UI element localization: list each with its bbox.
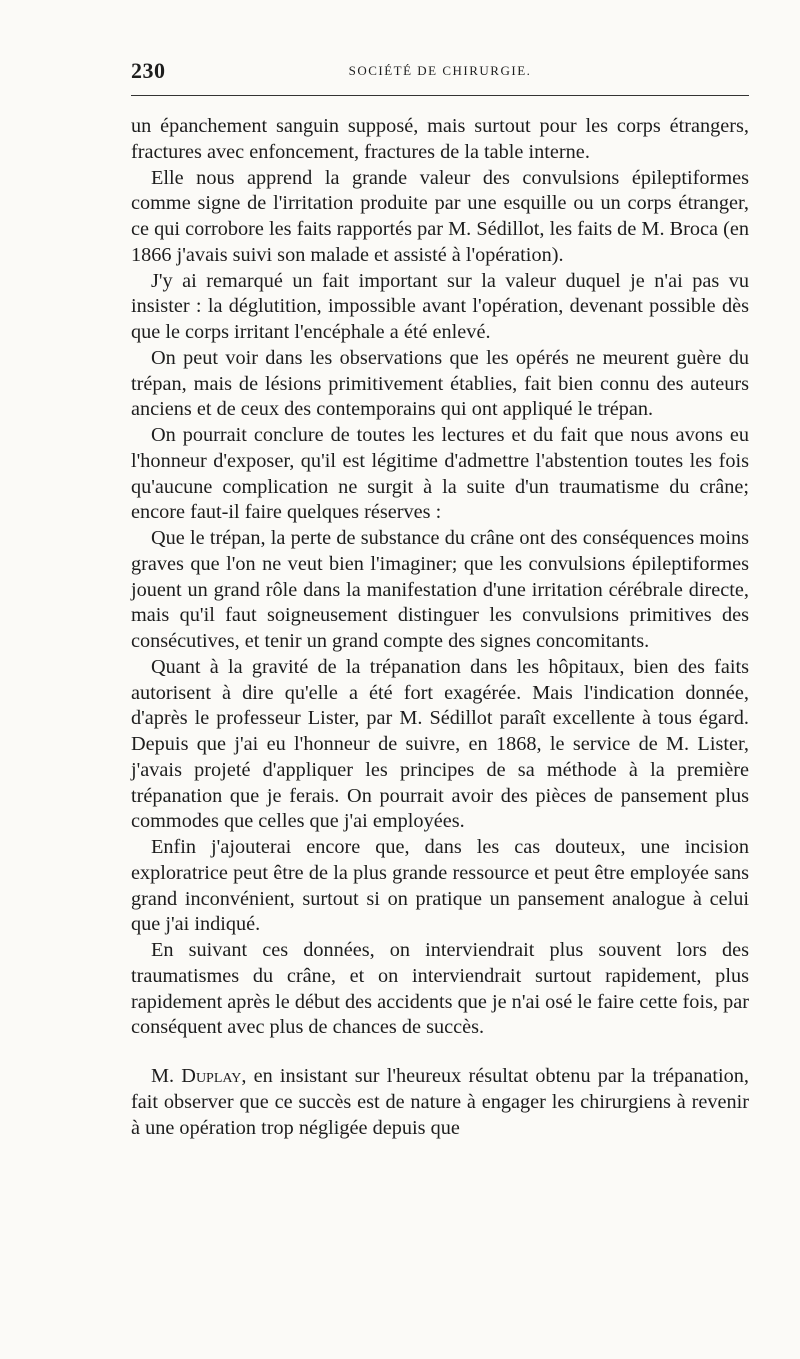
paragraph-6: Que le trépan, la perte de substance du crâne ont des conséquences moins graves que l'on ne veut bien l'imaginer; que les convulsions épileptiformes jouent un grand rôle dans la manifestation d'une irritation cérébrale directe, mais qu'il faut soigneusement distinguer les convulsions primitives des consécutives, et tenir un grand compte des signes concomitants. [131, 527, 749, 652]
page-number: 230 [131, 58, 166, 83]
paragraph-9: En suivant ces données, on interviendrait plus souvent lors des traumatismes du crâne, et on interviendrait surtout rapidement, plus rapidement après le début des accidents que je n'ai osé le faire cette fois, par conséquent avec plus de chances de succès. [131, 939, 750, 1039]
running-title: SOCIÉTÉ DE CHIRURGIE. [348, 63, 532, 78]
speaker-remark: , en insistant sur l'heureux résultat obtenu par la trépanation, fait observer que ce succès est de nature à engager les chirurgiens à revenir à une opération trop négligée depuis que [131, 1065, 749, 1139]
paragraph-3: J'y ai remarqué un fait important sur la valeur duquel je n'ai pas vu insister : la déglutition, impossible avant l'opération, devenant possible dès que le corps irritant l'encéphale a été enlevé. [131, 269, 749, 343]
paragraph-2: Elle nous apprend la grande valeur des convulsions épileptiformes comme signe de l'irritation produite par une esquille ou un corps étranger, ce qui corrobore les faits rapportés par M. Sédillot, les faits de M. Broca (en 1866 j'avais suivi son malade et assisté à l'opération). [131, 166, 749, 266]
speaker-name: M. Duplay [151, 1065, 242, 1087]
paragraph-5: On pourrait conclure de toutes les lectures et du fait que nous avons eu l'honneur d'exposer, qu'il est légitime d'admettre l'abstention toutes les fois qu'aucune complication ne surgit à la suite d'un traumatisme du crâne; encore faut-il faire quelques réserves : [131, 424, 749, 524]
paragraph-4: On peut voir dans les observations que les opérés ne meurent guère du trépan, mais de lésions primitivement établies, fait bien connu des auteurs anciens et de ceux des contemporains qui ont appliqué le trépan. [131, 346, 749, 421]
body-text [131, 114, 749, 1141]
paragraph-duplay [131, 1064, 749, 1141]
page-header [131, 58, 749, 88]
header-rule [131, 95, 749, 96]
paragraph-1: un épanchement sanguin supposé, mais surtout pour les corps étrangers, fractures avec enfoncement, fractures de la table interne. [131, 115, 749, 163]
paragraph-7: Quant à la gravité de la trépanation dans les hôpitaux, bien des faits autorisent à dire qu'elle a été fort exagérée. Mais l'indication donnée, d'après le professeur Lister, par M. Sédillot paraît excellente à tous égard. Depuis que j'ai eu l'honneur de suivre, en 1868, le service de M. Lister, j'avais projeté d'appliquer les principes de sa méthode à la première trépanation que je ferais. On pourrait avoir des pièces de pansement plus commodes que celles que j'ai employées. [131, 655, 749, 833]
paragraph-8: Enfin j'ajouterai encore que, dans les cas douteux, une incision exploratrice peut être de la plus grande ressource et peut être employée sans grand inconvénient, surtout si on pratique un pansement analogue à celui que j'ai indiqué. [131, 836, 749, 936]
